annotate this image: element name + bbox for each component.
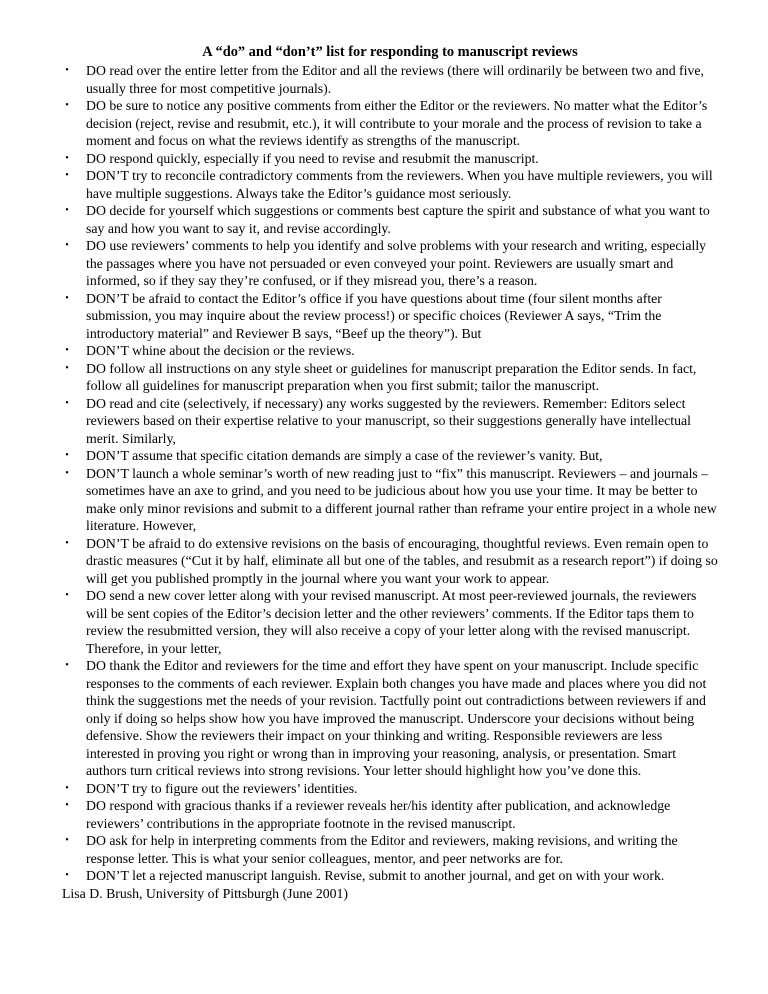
list-item [62,342,718,360]
list-item [62,447,718,465]
author-credit: Lisa D. Brush, University of Pittsburgh (June 2001) [62,885,349,901]
list-item-text: DO use reviewers’ comments to help you identify and solve problems with your research and writing, especially the passages where you have not persuaded or even conveyed your point. Reviewers are usually smart and informed, so if they say they’re confused, or if they misread you, there’s a reason. [86,238,707,288]
list-item-text: DO send a new cover letter along with your revised manuscript. At most peer-reviewed journals, the reviewers will be sent copies of the Editor’s decision letter and the other reviewers’ comments. If the Editor taps them to review the resubmitted version, they will also receive a copy of your letter along with the revised manuscript. Therefore, in your letter, [86,588,697,656]
bullet-icon: • [65,660,69,671]
bullet-icon: • [65,835,69,846]
bullet-icon: • [65,537,69,549]
list-item [62,867,718,885]
bullet-icon: • [65,467,69,479]
list-item [62,360,718,395]
bullet-icon: • [65,800,69,811]
list-item [62,587,718,657]
list-item-text: DO follow all instructions on any style sheet or guidelines for manuscript preparation the Editor sends. In fact, follow all guidelines for manuscript preparation when you first submit; tailor the manuscript. [86,360,697,393]
list-item-text: DO read and cite (selectively, if necessary) any works suggested by the reviewers. Remember: Editors select reviewers based on their expertise relative to your manuscript, so their suggestions generally have intellectual merit. Similarly, [86,395,691,446]
bullet-icon: • [65,152,69,164]
list-item-text: DON’T be afraid to contact the Editor’s office if you have questions about time (four silent months after submission, you may inquire about the review process!) or specific choices (Reviewer A says, “Trim the introductory material” and Reviewer B says, “Beef up the theory”). But [86,290,662,341]
list-item [62,97,718,150]
list-item-text: DON’T be afraid to do extensive revisions on the basis of encouraging, thoughtful reviews. Even remain open to drastic measures (“Cut it by half, eliminate all but one of the tables, and resubmit as a research report”) if doing so will get you published promptly in the journal where you want your work to appear. [86,535,718,586]
list-item [62,465,718,535]
do-dont-list [62,62,718,885]
list-item [62,395,718,448]
bullet-icon: • [65,205,69,216]
bullet-icon: • [65,100,69,111]
bullet-icon: • [65,782,69,794]
list-item-text: DO respond with gracious thanks if a reviewer reveals her/his identity after publication, and acknowledge reviewers’ contributions in the appropriate footnote in the revised manuscript. [86,798,671,831]
list-item-text: DO decide for yourself which suggestions or comments best capture the spirit and substance of what you want to say and how you want to say it, and revise accordingly. [86,203,710,236]
bullet-icon: • [65,292,69,304]
list-item-text: DON’T try to reconcile contradictory comments from the reviewers. When you have multiple reviewers, you will have multiple suggestions. Always take the Editor’s guidance most seriously. [86,168,713,201]
list-item [62,535,718,588]
document-title: A “do” and “don’t” list for responding to manuscript reviews [202,44,578,60]
list-item-text: DON’T assume that specific citation demands are simply a case of the reviewer’s vanity. But, [86,448,603,463]
bullet-icon: • [65,65,69,76]
list-item [62,797,718,832]
list-item [62,832,718,867]
list-item-text: DON’T try to figure out the reviewers’ identities. [86,780,358,796]
list-item [62,150,718,168]
list-item-text: DON’T launch a whole seminar’s worth of new reading just to “fix” this manuscript. Reviewers – and journals – sometimes have an axe to grind, and you need to be judicious about how you use your time. It may be better to make only minor revisions and submit to a different journal rather than reframe your entire project in a whole new literature. However, [86,465,717,533]
list-item [62,202,718,237]
bullet-icon: • [65,450,69,461]
bullet-icon: • [65,362,69,374]
list-item-text: DON’T whine about the decision or the reviews. [86,343,355,358]
list-item [62,167,718,202]
list-item-text: DO read over the entire letter from the Editor and all the reviews (there will ordinarily be between two and five, usually three for most competitive journals). [86,63,704,96]
bullet-icon: • [65,870,69,881]
bullet-icon: • [65,590,69,601]
list-item [62,62,718,97]
list-item-text: DO ask for help in interpreting comments from the Editor and reviewers, making revisions, and writing the response letter. This is what your senior colleagues, mentor, and peer networks are for. [86,833,678,866]
bullet-icon: • [65,345,69,356]
list-item [62,290,718,343]
list-item-text: DO be sure to notice any positive comments from either the Editor or the reviewers. No matter what the Editor’s decision (reject, revise and resubmit, etc.), it will contribute to your morale and the process of revision to take a moment and focus on what the reviews identify as strengths of the manuscript. [86,98,708,148]
list-item-text: DON’T let a rejected manuscript languish. Revise, submit to another journal, and get on with your work. [86,868,665,883]
list-item-text: DO respond quickly, especially if you need to revise and resubmit the manuscript. [86,150,539,166]
list-item-text: DO thank the Editor and reviewers for the time and effort they have spent on your manuscript. Include specific responses to the comments of each reviewer. Explain both changes you have made and places where you did not think the suggestions met the needs of your revision. Tactfully point out contradictions between reviewers if and only if doing so helps show how you have improved the manuscript. Underscore your decisions without being defensive. Show the reviewers their impact on your thinking and writing. Responsible reviewers are less interested in proving you right or wrong than in improving your reasoning, analysis, or presentation. Smart authors turn critical reviews into strong revisions. Your letter should highlight how you’ve done this. [86,658,707,778]
bullet-icon: • [65,240,69,251]
list-item [62,237,718,290]
bullet-icon: • [65,170,69,181]
list-item [62,780,718,798]
list-item [62,657,718,780]
bullet-icon: • [65,397,69,409]
